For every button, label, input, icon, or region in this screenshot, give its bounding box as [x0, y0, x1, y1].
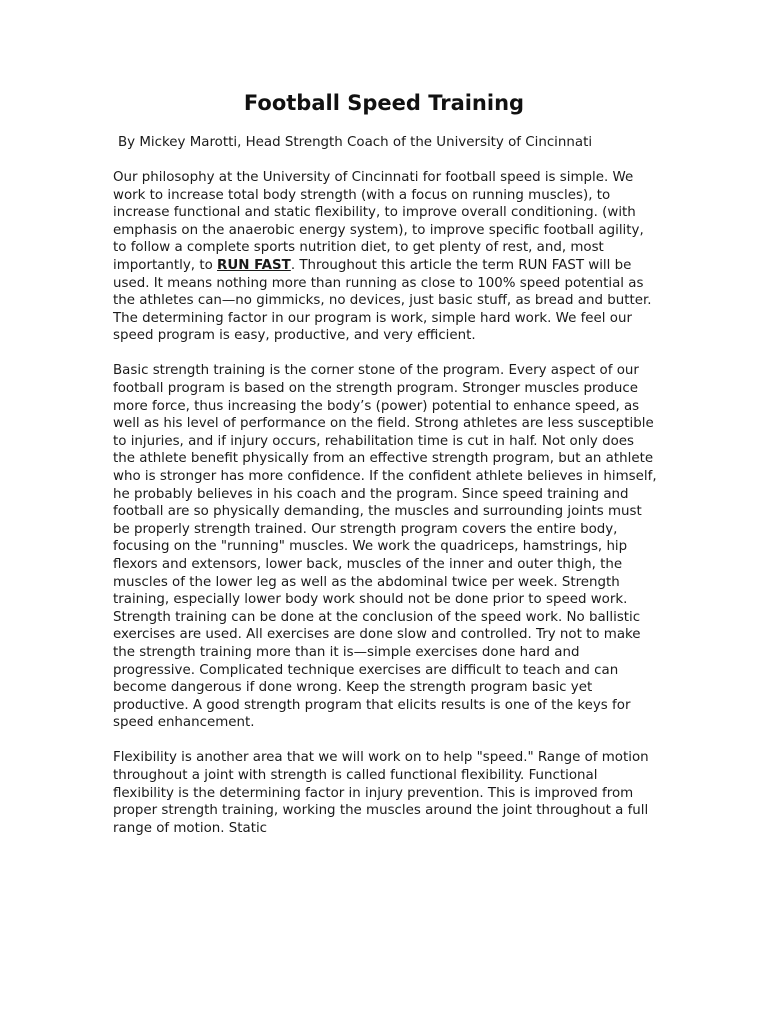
paragraph-philosophy-text-start: Our philosophy at the University of Cincinnati for football speed is simple. We work to increase total body strength (with a focus on running muscles), to increase functional and static flexibility, to improve overall conditioning. (with emphasis on the anaerobic energy system), to improve specific football agility, to follow a complete sports nutrition diet, to get plenty of rest, and, most importantly, to [113, 170, 644, 273]
paragraph-flexibility: Flexibility is another area that we will work on to help "speed." Range of motion throughout a joint with strength is called functional flexibility. Functional flexibility is the determining factor in injury prevention. This is improved from proper strength training, working the muscles around the joint throughout a full range of motion. Static [113, 750, 649, 836]
paragraph-strength-training: Basic strength training is the corner stone of the program. Every aspect of our football program is based on the strength program. Stronger muscles produce more force, thus increasing the body’s (power) potential to enhance speed, as well as his level of performance on the field. Strong athletes are less susceptible to injuries, and if injury occurs, rehabilitation time is cut in half. Not only does the athlete benefit physically from an effective strength program, but an athlete who is stronger has more confidence. If the confident athlete believes in himself, he probably believes in his coach and the program. Since speed training and football are so physically demanding, the muscles and surrounding joints must be properly strength trained. Our strength program covers the entire body, focusing on the "running" muscles. We work the quadriceps, hamstrings, hip flexors and extensors, lower back, muscles of the inner and outer thigh, the muscles of the lower leg as well as the abdominal twice per week. Strength training, especially lower body work should not be done prior to speed work. Strength training can be done at the conclusion of the speed work. No ballistic exercises are used. All exercises are done slow and controlled. Try not to make the strength training more than it is—simple exercises done hard and progressive. Complicated technique exercises are difficult to teach and can become dangerous if done wrong. Keep the strength program basic yet productive. A good strength program that elicits results is one of the keys for speed enhancement. [113, 363, 657, 731]
page-title: Football Speed Training [243, 91, 525, 115]
author-byline: By Mickey Marotti, Head Strength Coach of the University of Cincinnati [118, 135, 593, 150]
paragraph-philosophy [113, 169, 658, 345]
run-fast-emphasis: RUN FAST [217, 257, 291, 273]
paragraph-philosophy-text-end: . Throughout this article the term RUN FAST will be used. It means nothing more than running as close to 100% speed potential as the athletes can—no gimmicks, no devices, just basic stuff, as bread and butter. The determining factor in our program is work, simple hard work. We feel our speed program is easy, productive, and very efficient. [113, 257, 652, 344]
article-body [113, 169, 658, 855]
